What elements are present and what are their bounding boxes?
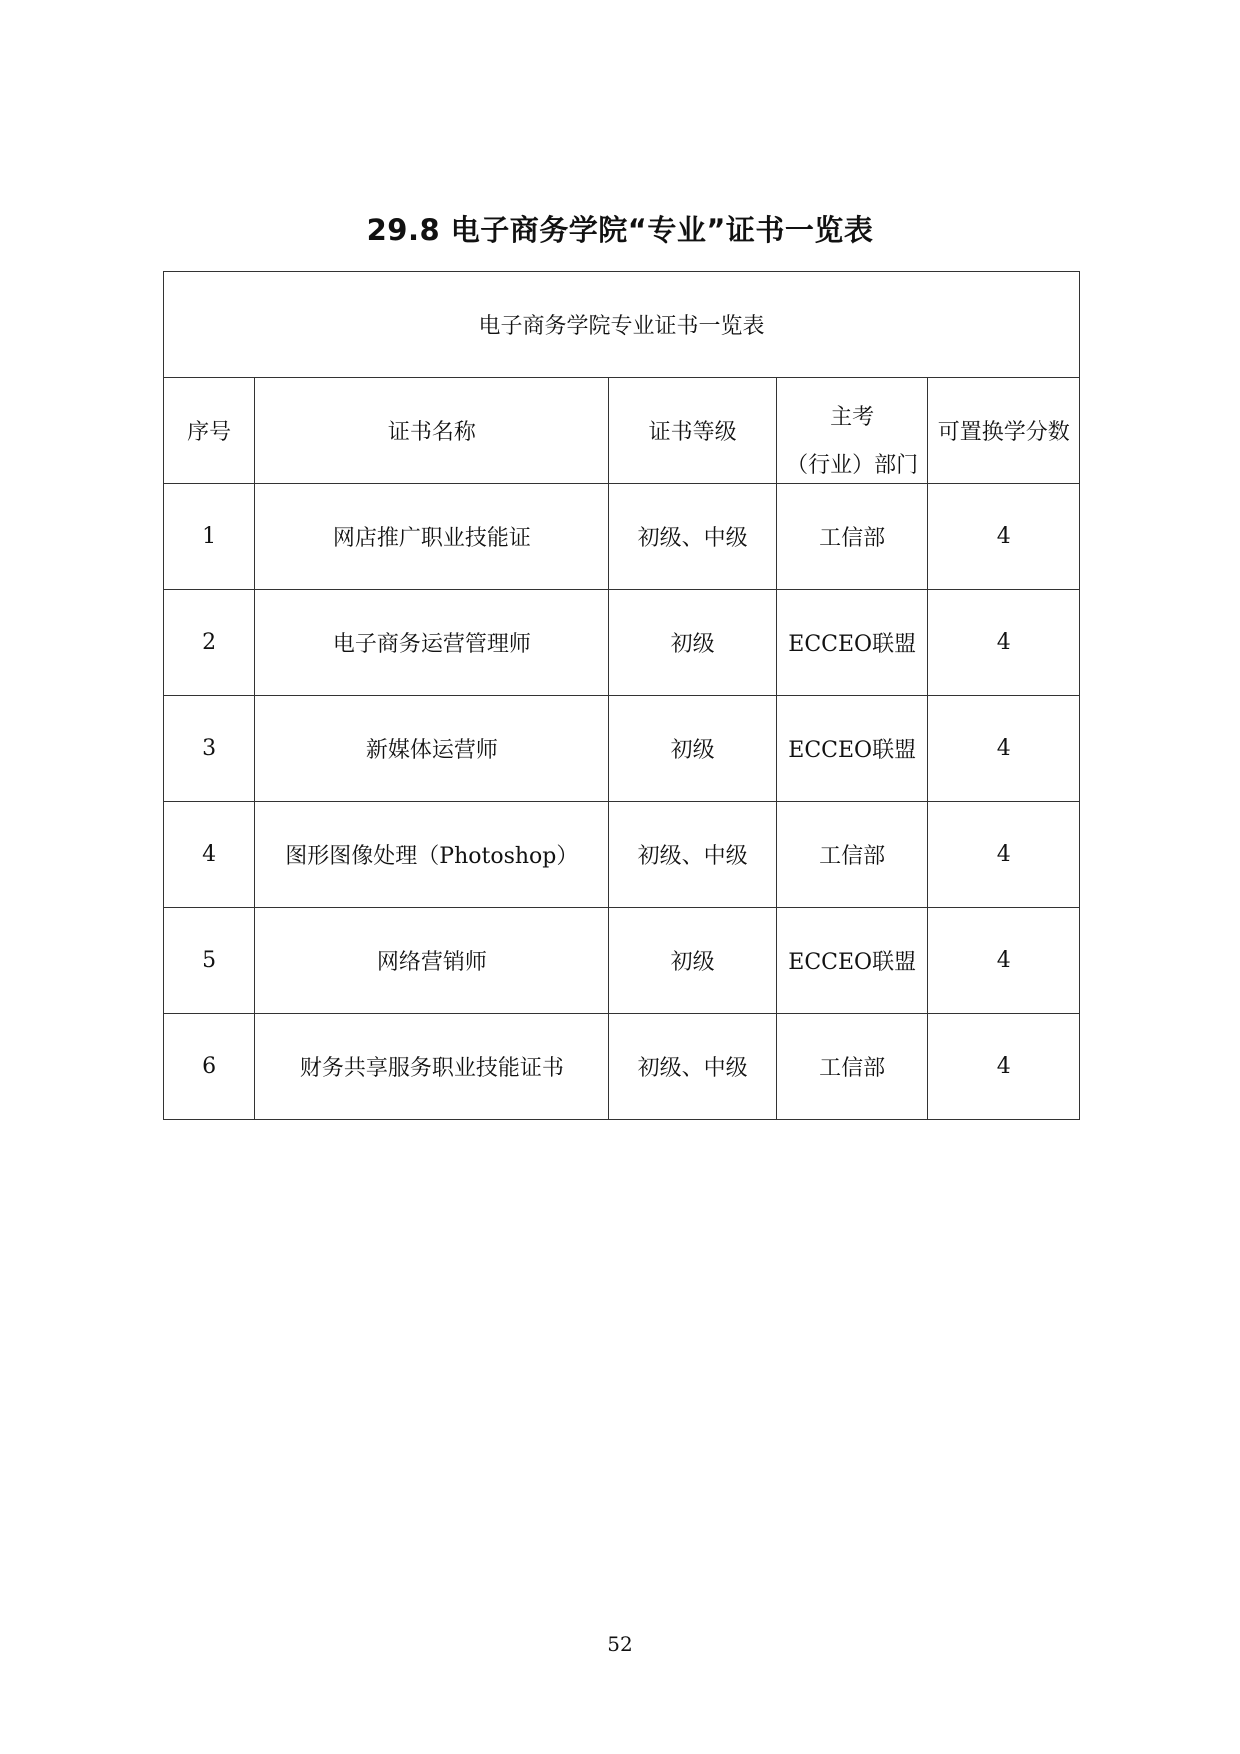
row-certificate-name: 网店推广职业技能证 [255, 484, 609, 590]
row-credits: 4 [928, 1014, 1080, 1120]
row-credits: 4 [928, 802, 1080, 908]
row-department: ECCEO联盟 [776, 590, 927, 696]
header-certificate-name: 证书名称 [255, 378, 609, 484]
row-certificate-level: 初级 [609, 908, 777, 1014]
row-certificate-level: 初级 [609, 590, 777, 696]
row-credits: 4 [928, 590, 1080, 696]
row-index: 1 [164, 484, 255, 590]
page-number: 52 [607, 1632, 633, 1656]
row-credits: 4 [928, 484, 1080, 590]
table-row [164, 484, 1080, 590]
table-row [164, 802, 1080, 908]
header-department-line1: 主考 [830, 405, 875, 430]
row-department: 工信部 [776, 1014, 927, 1120]
header-department-line2: （行业）部门 [786, 453, 919, 478]
row-department: ECCEO联盟 [776, 696, 927, 802]
row-credits: 4 [928, 696, 1080, 802]
row-certificate-name: 新媒体运营师 [255, 696, 609, 802]
document-title: 29.8 电子商务学院“专业”证书一览表 [366, 213, 874, 247]
table-caption-row [164, 272, 1080, 378]
row-certificate-name: 电子商务运营管理师 [255, 590, 609, 696]
header-department [776, 378, 927, 484]
table-caption: 电子商务学院专业证书一览表 [164, 272, 1080, 378]
table-header-row [164, 378, 1080, 484]
header-certificate-level: 证书等级 [609, 378, 777, 484]
row-certificate-name: 网络营销师 [255, 908, 609, 1014]
table-row [164, 908, 1080, 1014]
row-credits: 4 [928, 908, 1080, 1014]
row-certificate-name: 图形图像处理（Photoshop） [255, 802, 609, 908]
table-row [164, 696, 1080, 802]
row-department: 工信部 [776, 802, 927, 908]
row-index: 5 [164, 908, 255, 1014]
row-department: ECCEO联盟 [776, 908, 927, 1014]
row-certificate-level: 初级 [609, 696, 777, 802]
row-index: 6 [164, 1014, 255, 1120]
row-index: 3 [164, 696, 255, 802]
row-certificate-level: 初级、中级 [609, 1014, 777, 1120]
header-credits: 可置换学分数 [928, 378, 1080, 484]
row-certificate-name: 财务共享服务职业技能证书 [255, 1014, 609, 1120]
row-index: 2 [164, 590, 255, 696]
header-index: 序号 [164, 378, 255, 484]
table-row [164, 590, 1080, 696]
row-certificate-level: 初级、中级 [609, 484, 777, 590]
certificate-table [163, 271, 1080, 1120]
row-index: 4 [164, 802, 255, 908]
row-certificate-level: 初级、中级 [609, 802, 777, 908]
row-department: 工信部 [776, 484, 927, 590]
table-row [164, 1014, 1080, 1120]
